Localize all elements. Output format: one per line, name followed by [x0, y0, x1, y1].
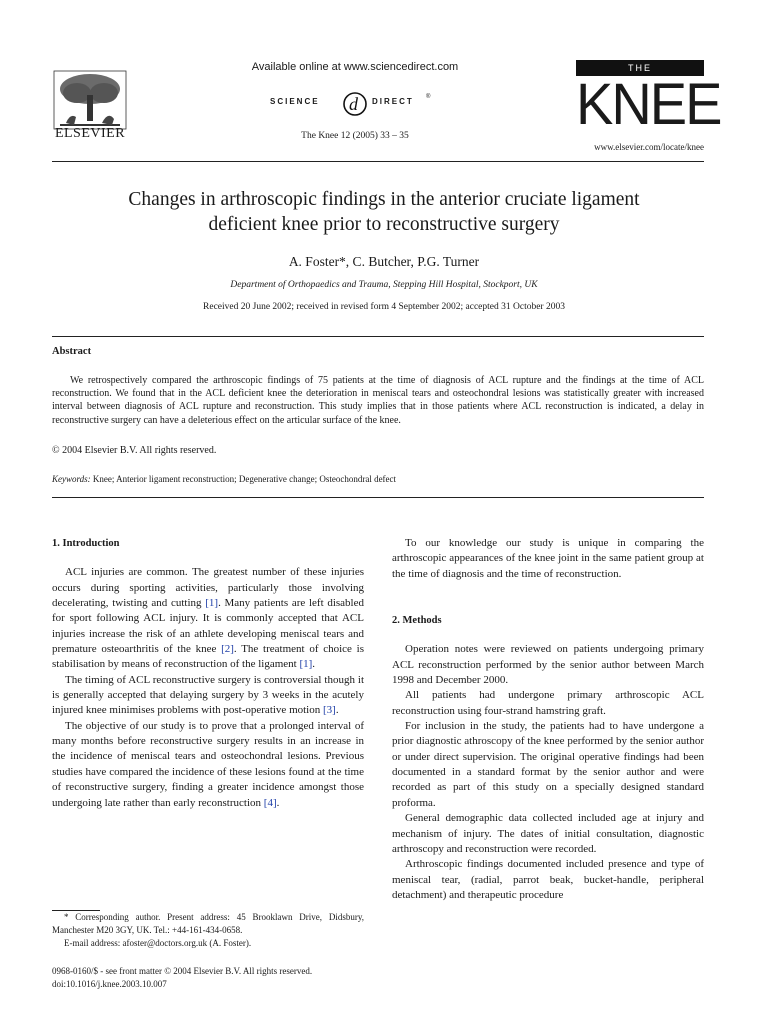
received-dates: Received 20 June 2002; received in revised form 4 September 2002; accepted 31 October 2003	[203, 302, 565, 312]
author-email: E-mail address: afoster@doctors.org.uk (A. Foster).	[64, 938, 252, 948]
abstract-top-rule	[52, 336, 704, 337]
svg-text:d: d	[349, 94, 358, 114]
issn-line: 0968-0160/$ - see front matter © 2004 Elsevier B.V. All rights reserved.	[52, 966, 313, 976]
author-affiliation: Department of Orthopaedics and Trauma, Stepping Hill Hospital, Stockport, UK	[230, 280, 538, 290]
reference-link-2[interactable]: [2]	[221, 643, 234, 656]
journal-url-link[interactable]: www.elsevier.com/locate/knee	[594, 142, 704, 152]
available-online-line[interactable]: Available online at www.sciencedirect.com	[251, 61, 459, 73]
methods-heading: 2. Methods	[392, 615, 442, 627]
reference-link-3[interactable]: [3]	[322, 704, 336, 717]
header-rule	[52, 161, 704, 162]
sd-d-icon	[340, 88, 370, 118]
reference-link-1[interactable]: [1]	[205, 597, 219, 610]
right-column	[392, 536, 704, 903]
keywords-label: Keywords:	[52, 474, 91, 484]
intro-paragraph-3: The objective of our study is to prove that a prolonged interval of many months before reconstructive surgery results in an increase in the incidence of meniscal tears and osteochondral lesions. Previous studies have compared the incidence of these lesions found at the time of reconstructive surgery, finding a greater incidence amongst those undergoing late rather than early reconstruction [4].	[52, 719, 364, 809]
corresponding-author-footnote	[52, 911, 364, 950]
intro-paragraph-1: ACL injuries are common. The greatest number of these injuries occurs during sporting activities, particularly those involving decelerating, twisting and cutting [1]. Many patients are left disabled for sport following ACL injury. It is commonly accepted that ACL injuries increase the risk of an athlete developing meniscal tears and premature osteoarthritis of the knee [2]. The treatment of choice is stabilisation by means of reconstruction of the ligament [1].	[52, 566, 365, 671]
journal-citation: The Knee 12 (2005) 33 – 35	[301, 131, 409, 141]
keywords-list: Knee; Anterior ligament reconstruction; Degenerative change; Osteochondral defect	[92, 474, 397, 484]
methods-paragraph-3: For inclusion in the study, the patients had to have undergone a prior diagnostic athroscopy of the knee performed by the senior author or under direct supervision. The original operative findings had been documented in a standard format by the senior author and were recorded as part of this study on a specially designed standard proforma.	[392, 720, 704, 809]
sd-right-text: DIRECT	[372, 97, 414, 106]
abstract-copyright: © 2004 Elsevier B.V. All rights reserved.	[52, 445, 217, 456]
abstract-text: We retrospectively compared the arthroscopic findings of 75 patients at the time of diagnosis of ACL rupture and the findings at the time of ACL reconstruction. We found that in the ACL deficient knee the deterioration in meniscal tears and osteochondral lesions was statistically greater with increased interval between diagnosis of ACL rupture and reconstruction. This study implies that in those patients where ACL reconstruction is indicated, a delay in reconstructive surgery can have a deleterious effect on the articular surface of the knee.	[52, 375, 704, 426]
intro-paragraph-4: To our knowledge our study is unique in comparing the arthroscopic appearances of the knee joint in the same patient group at the time of diagnosis and the time of reconstruction.	[392, 537, 704, 580]
title-line-1: Changes in arthroscopic findings in the anterior cruciate ligament	[128, 189, 640, 210]
left-column	[52, 536, 364, 811]
publisher-name: ELSEVIER	[54, 126, 126, 141]
methods-paragraph-1: Operation notes were reviewed on patients undergoing primary ACL reconstruction performed by the senior author between March 1998 and December 2000.	[392, 643, 704, 687]
article-identifiers	[52, 965, 364, 991]
reference-link-1b[interactable]: [1]	[299, 658, 313, 671]
methods-paragraph-4: General demographic data collected included age at injury and mechanism of injury. The dates of initial consultation, diagnostic arthroscopy and reconstruction were recorded.	[392, 812, 704, 855]
title-line-2: deficient knee prior to reconstructive surgery	[208, 214, 560, 235]
knee-logo-main: KNEE	[576, 70, 721, 137]
keywords-line	[52, 474, 396, 484]
sd-registered-mark: ®	[426, 94, 431, 100]
sciencedirect-logo	[270, 88, 440, 118]
the-knee-journal-logo	[576, 60, 721, 138]
corresponding-author-text: * Corresponding author. Present address: 45 Brooklawn Drive, Didsbury, Manchester M20 3GY, UK. Tel.: +44-161-434-0658.	[52, 912, 364, 935]
article-title	[60, 187, 708, 237]
article-authors: A. Foster*, C. Butcher, P.G. Turner	[288, 254, 480, 269]
knee-logo-top: THE	[576, 60, 704, 76]
reference-link-4[interactable]: [4]	[263, 796, 277, 809]
intro-paragraph-2: The timing of ACL reconstructive surgery is controversial though it is generally accepted that delaying surgery by 3 weeks in the acutely injured knee minimises problems with post-operative motion [3].	[52, 673, 364, 717]
introduction-heading: 1. Introduction	[52, 538, 120, 549]
methods-paragraph-2: All patients had undergone primary arthroscopic ACL reconstruction using four-strand hamstring graft.	[392, 689, 704, 717]
doi-line: doi:10.1016/j.knee.2003.10.007	[52, 979, 167, 989]
methods-paragraph-5: Arthroscopic findings documented included presence and type of meniscal tear, (radial, parrot beak, bucket-handle, peripheral detachment) and therapeutic procedure	[392, 858, 704, 901]
abstract-heading: Abstract	[52, 346, 92, 357]
sd-left-text: SCIENCE	[270, 97, 320, 106]
abstract-bottom-rule	[52, 497, 704, 498]
